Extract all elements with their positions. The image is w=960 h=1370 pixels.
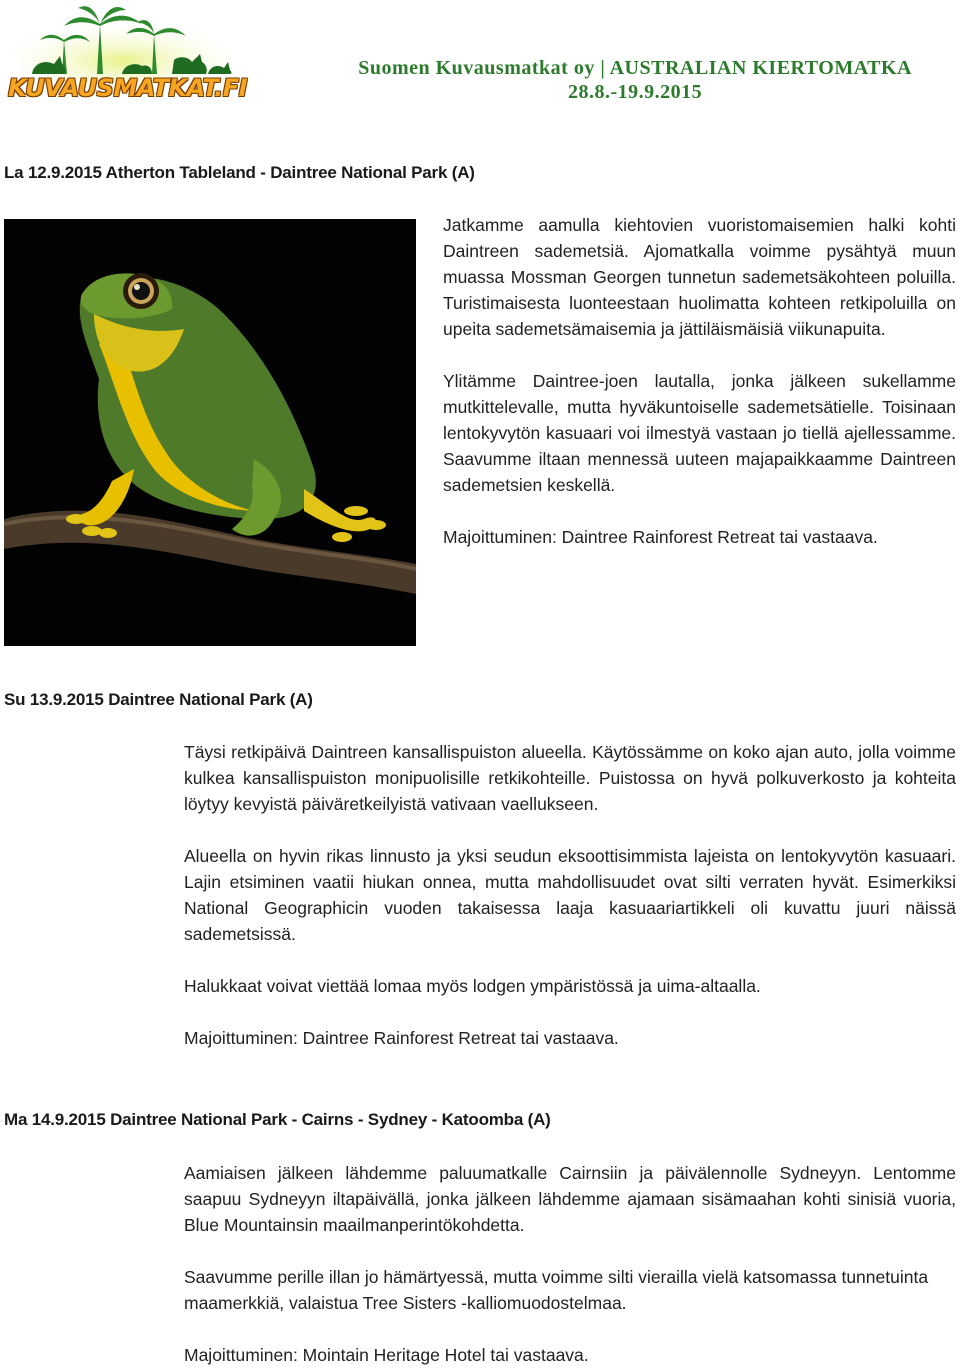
accommodation-note: Majoittuminen: Daintree Rainforest Retreat tai vastaava. xyxy=(184,1028,619,1048)
day-heading: Ma 14.9.2015 Daintree National Park - Cairns - Sydney - Katoomba (A) xyxy=(4,1110,551,1129)
paragraph: Ylitämme Daintree-joen lautalla, jonka jälkeen sukellamme mutkittelevalle, mutta hyväkuntoiselle sademetsätielle. Toisinaan lentokyvytön kasuaari voi ilmestyä vastaan jo tiellä ajellessamme. Saavumme iltaan mennessä uuteen majapaikkaamme Daintreen sademetsien keskellä. xyxy=(443,371,956,495)
day-2-description xyxy=(184,739,956,1051)
company-logo[interactable] xyxy=(2,4,252,104)
day-3-description xyxy=(184,1160,956,1368)
day-heading: Su 13.9.2015 Daintree National Park (A) xyxy=(4,690,313,709)
paragraph: Alueella on hyvin rikas linnusto ja yksi seudun eksoottisimmista lajeista on lentokyvytön kasuaari. Lajin etsiminen vaatii hiukan onnea, mutta mahdollisuudet ovat silti verraten hyvät. Esimerkiksi National Geographicin vuoden takaisessa laaja kasuaariartikkeli oli kuvattu juuri näissä sademetsissä. xyxy=(184,846,956,944)
paragraph: Saavumme perille illan jo hämärtyessä, mutta voimme silti vierailla vielä katsomassa tunnetuinta maamerkkiä, valaistua Tree Sisters -kalliomuodostelmaa. xyxy=(184,1267,929,1313)
day-1-description xyxy=(443,212,956,550)
paragraph: Halukkaat voivat viettää lomaa myös lodgen ympäristössä ja uima-altaalla. xyxy=(184,976,761,996)
accommodation-note: Majoittuminen: Daintree Rainforest Retreat tai vastaava. xyxy=(443,527,878,547)
paragraph: Täysi retkipäivä Daintreen kansallispuiston alueella. Käytössämme on koko ajan auto, jolla voimme kulkea kansallispuiston monipuolisille retkikohteille. Puistossa on hyvä polkuverkosto ja kohteita löytyy kevyistä päiväretkeilyistä vativaan vaellukseen. xyxy=(184,742,956,814)
day-heading: La 12.9.2015 Atherton Tableland - Daintree National Park (A) xyxy=(4,163,475,182)
paragraph: Aamiaisen jälkeen lähdemme paluumatkalle Cairnsiin ja päivälennolle Sydneyyn. Lentomme saapuu Sydneyyn iltapäivällä, jonka jälkeen lähdemme ajamaan sisämaahan kohti sinisiä vuoria, Blue Mountainsin maailmanperintökohdetta. xyxy=(184,1163,956,1235)
logo-text: KUVAUSMATKAT.FI xyxy=(8,74,248,102)
company-trip-title: Suomen Kuvausmatkat oy | AUSTRALIAN KIERTOMATKA xyxy=(358,57,912,79)
paragraph: Jatkamme aamulla kiehtovien vuoristomaisemien halki kohti Daintreen sademetsiä. Ajomatkalla voimme pysähtyä muun muassa Mossman Georgen tunnetun sademetsäkohteen poluilla. Turistimaisesta luonteestaan huolimatta kohteen retkipoluilla on upeita sademetsämaisemia ja jättiläismäisiä viikunapuita. xyxy=(443,215,956,339)
trip-dates: 28.8.-19.9.2015 xyxy=(568,81,703,103)
accommodation-note: Majoittuminen: Mointain Heritage Hotel tai vastaava. xyxy=(184,1345,589,1365)
jungle-silhouette-icon xyxy=(2,4,252,84)
frog-photo xyxy=(4,219,416,646)
green-tree-frog-image xyxy=(4,219,416,646)
document-header xyxy=(358,56,912,104)
